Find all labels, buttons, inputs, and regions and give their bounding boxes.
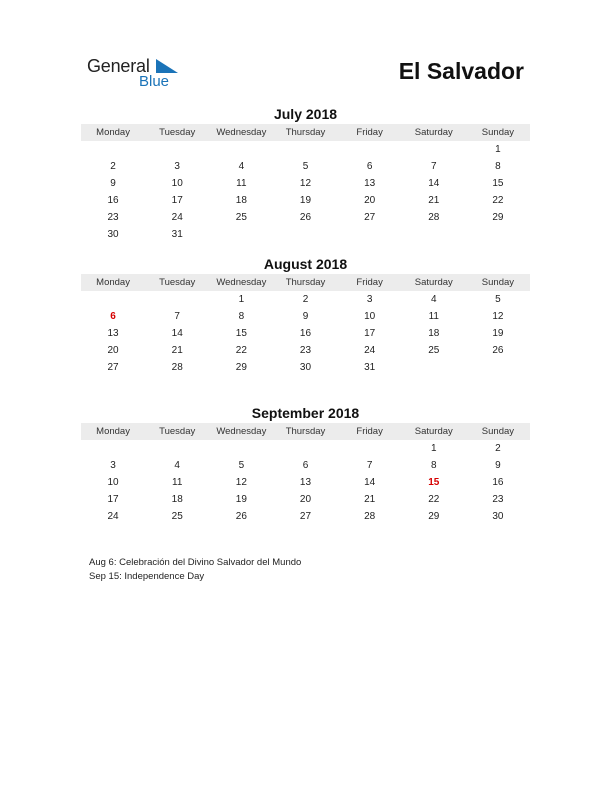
day-cell: 3 [110,460,116,471]
week-row [81,491,530,508]
weekday-label: Saturday [414,127,453,138]
day-cell: 4 [174,460,180,471]
day-cell: 20 [107,345,119,356]
holiday-day-cell: 6 [110,311,116,322]
day-cell: 22 [492,195,504,206]
weekday-label: Thursday [285,127,326,138]
day-cell: 10 [107,477,119,488]
weekday-label: Thursday [285,277,326,288]
empty-day-cell [402,141,466,158]
empty-day-cell [81,291,145,308]
day-cell: 9 [495,460,501,471]
day-cell: 11 [172,477,183,488]
day-cell: 17 [107,494,119,505]
empty-day-cell [402,359,466,376]
day-cell: 9 [110,178,116,189]
day-cell: 14 [364,477,376,488]
empty-day-cell [81,440,145,457]
month-calendar [81,105,530,243]
day-cell: 12 [299,178,312,189]
weekday-label: Tuesday [159,426,196,437]
week-row [81,325,530,342]
day-cell: 2 [495,443,501,454]
day-cell: 8 [430,460,437,471]
day-cell: 16 [299,328,312,339]
month-title: July 2018 [273,106,338,122]
brand-name-blue: Blue [139,73,170,90]
empty-day-cell [402,226,466,243]
weekday-label: Saturday [414,426,453,437]
day-cell: 28 [364,511,376,522]
day-cell: 15 [235,328,247,339]
weekday-label: Wednesday [216,277,267,288]
day-cell: 31 [364,362,376,373]
day-cell: 13 [299,477,312,488]
day-cell: 24 [364,345,376,356]
day-cell: 12 [235,477,247,488]
weekday-label: Thursday [285,426,326,437]
day-cell: 7 [430,161,437,172]
day-cell: 26 [299,212,312,223]
day-cell: 19 [299,195,312,206]
week-row [81,175,530,192]
empty-day-cell [273,226,337,243]
empty-day-cell [209,226,273,243]
month-title: September 2018 [251,405,360,421]
empty-day-cell [209,141,273,158]
day-cell: 20 [364,195,376,206]
weekday-label: Monday [96,127,130,138]
weekday-label: Tuesday [159,127,196,138]
day-cell: 17 [171,195,183,206]
day-cell: 5 [238,460,245,471]
day-cell: 28 [171,362,183,373]
day-cell: 25 [428,345,440,356]
day-cell: 8 [495,161,501,172]
day-cell: 21 [364,494,376,505]
empty-day-cell [273,440,337,457]
week-row [81,508,530,525]
country-title: El Salvador [398,58,524,84]
day-cell: 1 [495,144,501,155]
day-cell: 18 [428,328,440,339]
day-cell: 24 [107,511,119,522]
day-cell: 30 [492,511,504,522]
day-cell: 21 [171,345,183,356]
day-cell: 7 [366,460,373,471]
week-row [81,158,530,175]
day-cell: 29 [428,511,440,522]
week-row [81,192,530,209]
holiday-notes [89,556,301,584]
week-row [81,359,530,376]
week-row [81,226,530,243]
day-cell: 21 [428,195,440,206]
weekday-header [81,274,530,291]
week-row [81,141,530,158]
day-cell: 10 [364,311,376,322]
weekday-label: Wednesday [216,426,267,437]
weekday-header [81,124,530,141]
brand-logo [87,56,187,96]
day-cell: 14 [171,328,183,339]
day-cell: 12 [492,311,504,322]
day-cell: 13 [107,328,119,339]
empty-day-cell [81,141,145,158]
weekday-label: Tuesday [159,277,196,288]
day-cell: 25 [235,212,247,223]
holiday-note: Sep 15: Independence Day [89,571,205,582]
day-cell: 11 [236,178,247,189]
day-cell: 16 [492,477,504,488]
month-calendar [81,404,530,525]
day-cell: 27 [299,511,312,522]
day-cell: 29 [235,362,247,373]
day-cell: 6 [366,161,373,172]
weekday-label: Monday [96,277,130,288]
day-cell: 18 [171,494,183,505]
day-cell: 25 [171,511,183,522]
day-cell: 31 [171,229,183,240]
month-title: August 2018 [263,256,348,272]
empty-day-cell [145,141,209,158]
brand-triangle-icon [156,59,178,73]
day-cell: 30 [107,229,119,240]
day-cell: 16 [107,195,119,206]
day-cell: 1 [238,294,245,305]
week-row [81,209,530,226]
holiday-note: Aug 6: Celebración del Divino Salvador del Mundo [89,557,302,568]
week-row [81,308,530,325]
day-cell: 2 [110,161,116,172]
day-cell: 4 [238,161,245,172]
day-cell: 7 [174,311,180,322]
weekday-label: Monday [96,426,130,437]
day-cell: 27 [364,212,376,223]
day-cell: 11 [428,311,439,322]
day-cell: 3 [366,294,373,305]
day-cell: 5 [495,294,501,305]
day-cell: 29 [492,212,504,223]
weekday-label: Sunday [481,277,515,288]
weekday-header [81,423,530,440]
brand-name-general: General [87,56,150,76]
empty-day-cell [466,359,530,376]
empty-day-cell [209,440,273,457]
day-cell: 30 [299,362,312,373]
day-cell: 8 [238,311,245,322]
day-cell: 17 [364,328,376,339]
empty-day-cell [338,226,402,243]
day-cell: 24 [171,212,183,223]
empty-day-cell [273,141,337,158]
day-cell: 4 [430,294,437,305]
week-row [81,291,530,308]
weekday-label: Wednesday [216,127,267,138]
weekday-label: Friday [356,426,383,437]
empty-day-cell [338,440,402,457]
week-row [81,342,530,359]
empty-day-cell [338,141,402,158]
week-row [81,457,530,474]
day-cell: 23 [492,494,504,505]
day-cell: 2 [302,294,309,305]
empty-day-cell [145,440,209,457]
week-row [81,474,530,491]
day-cell: 22 [428,494,440,505]
day-cell: 5 [302,161,309,172]
day-cell: 26 [235,511,247,522]
day-cell: 18 [235,195,247,206]
day-cell: 6 [302,460,309,471]
day-cell: 22 [235,345,247,356]
holiday-day-cell: 15 [428,477,440,488]
weekday-label: Sunday [481,426,515,437]
day-cell: 23 [107,212,119,223]
weekday-label: Friday [356,127,383,138]
empty-day-cell [145,291,209,308]
day-cell: 9 [302,311,309,322]
day-cell: 13 [364,178,376,189]
day-cell: 10 [171,178,183,189]
day-cell: 23 [299,345,312,356]
day-cell: 27 [107,362,119,373]
day-cell: 19 [492,328,504,339]
day-cell: 1 [430,443,437,454]
day-cell: 3 [174,161,180,172]
empty-day-cell [466,226,530,243]
weekday-label: Friday [356,277,383,288]
day-cell: 15 [492,178,504,189]
day-cell: 20 [299,494,312,505]
month-calendar [81,255,530,376]
weekday-label: Saturday [414,277,453,288]
day-cell: 19 [235,494,247,505]
day-cell: 28 [428,212,440,223]
week-row [81,440,530,457]
weekday-label: Sunday [481,127,515,138]
day-cell: 14 [428,178,440,189]
day-cell: 26 [492,345,504,356]
